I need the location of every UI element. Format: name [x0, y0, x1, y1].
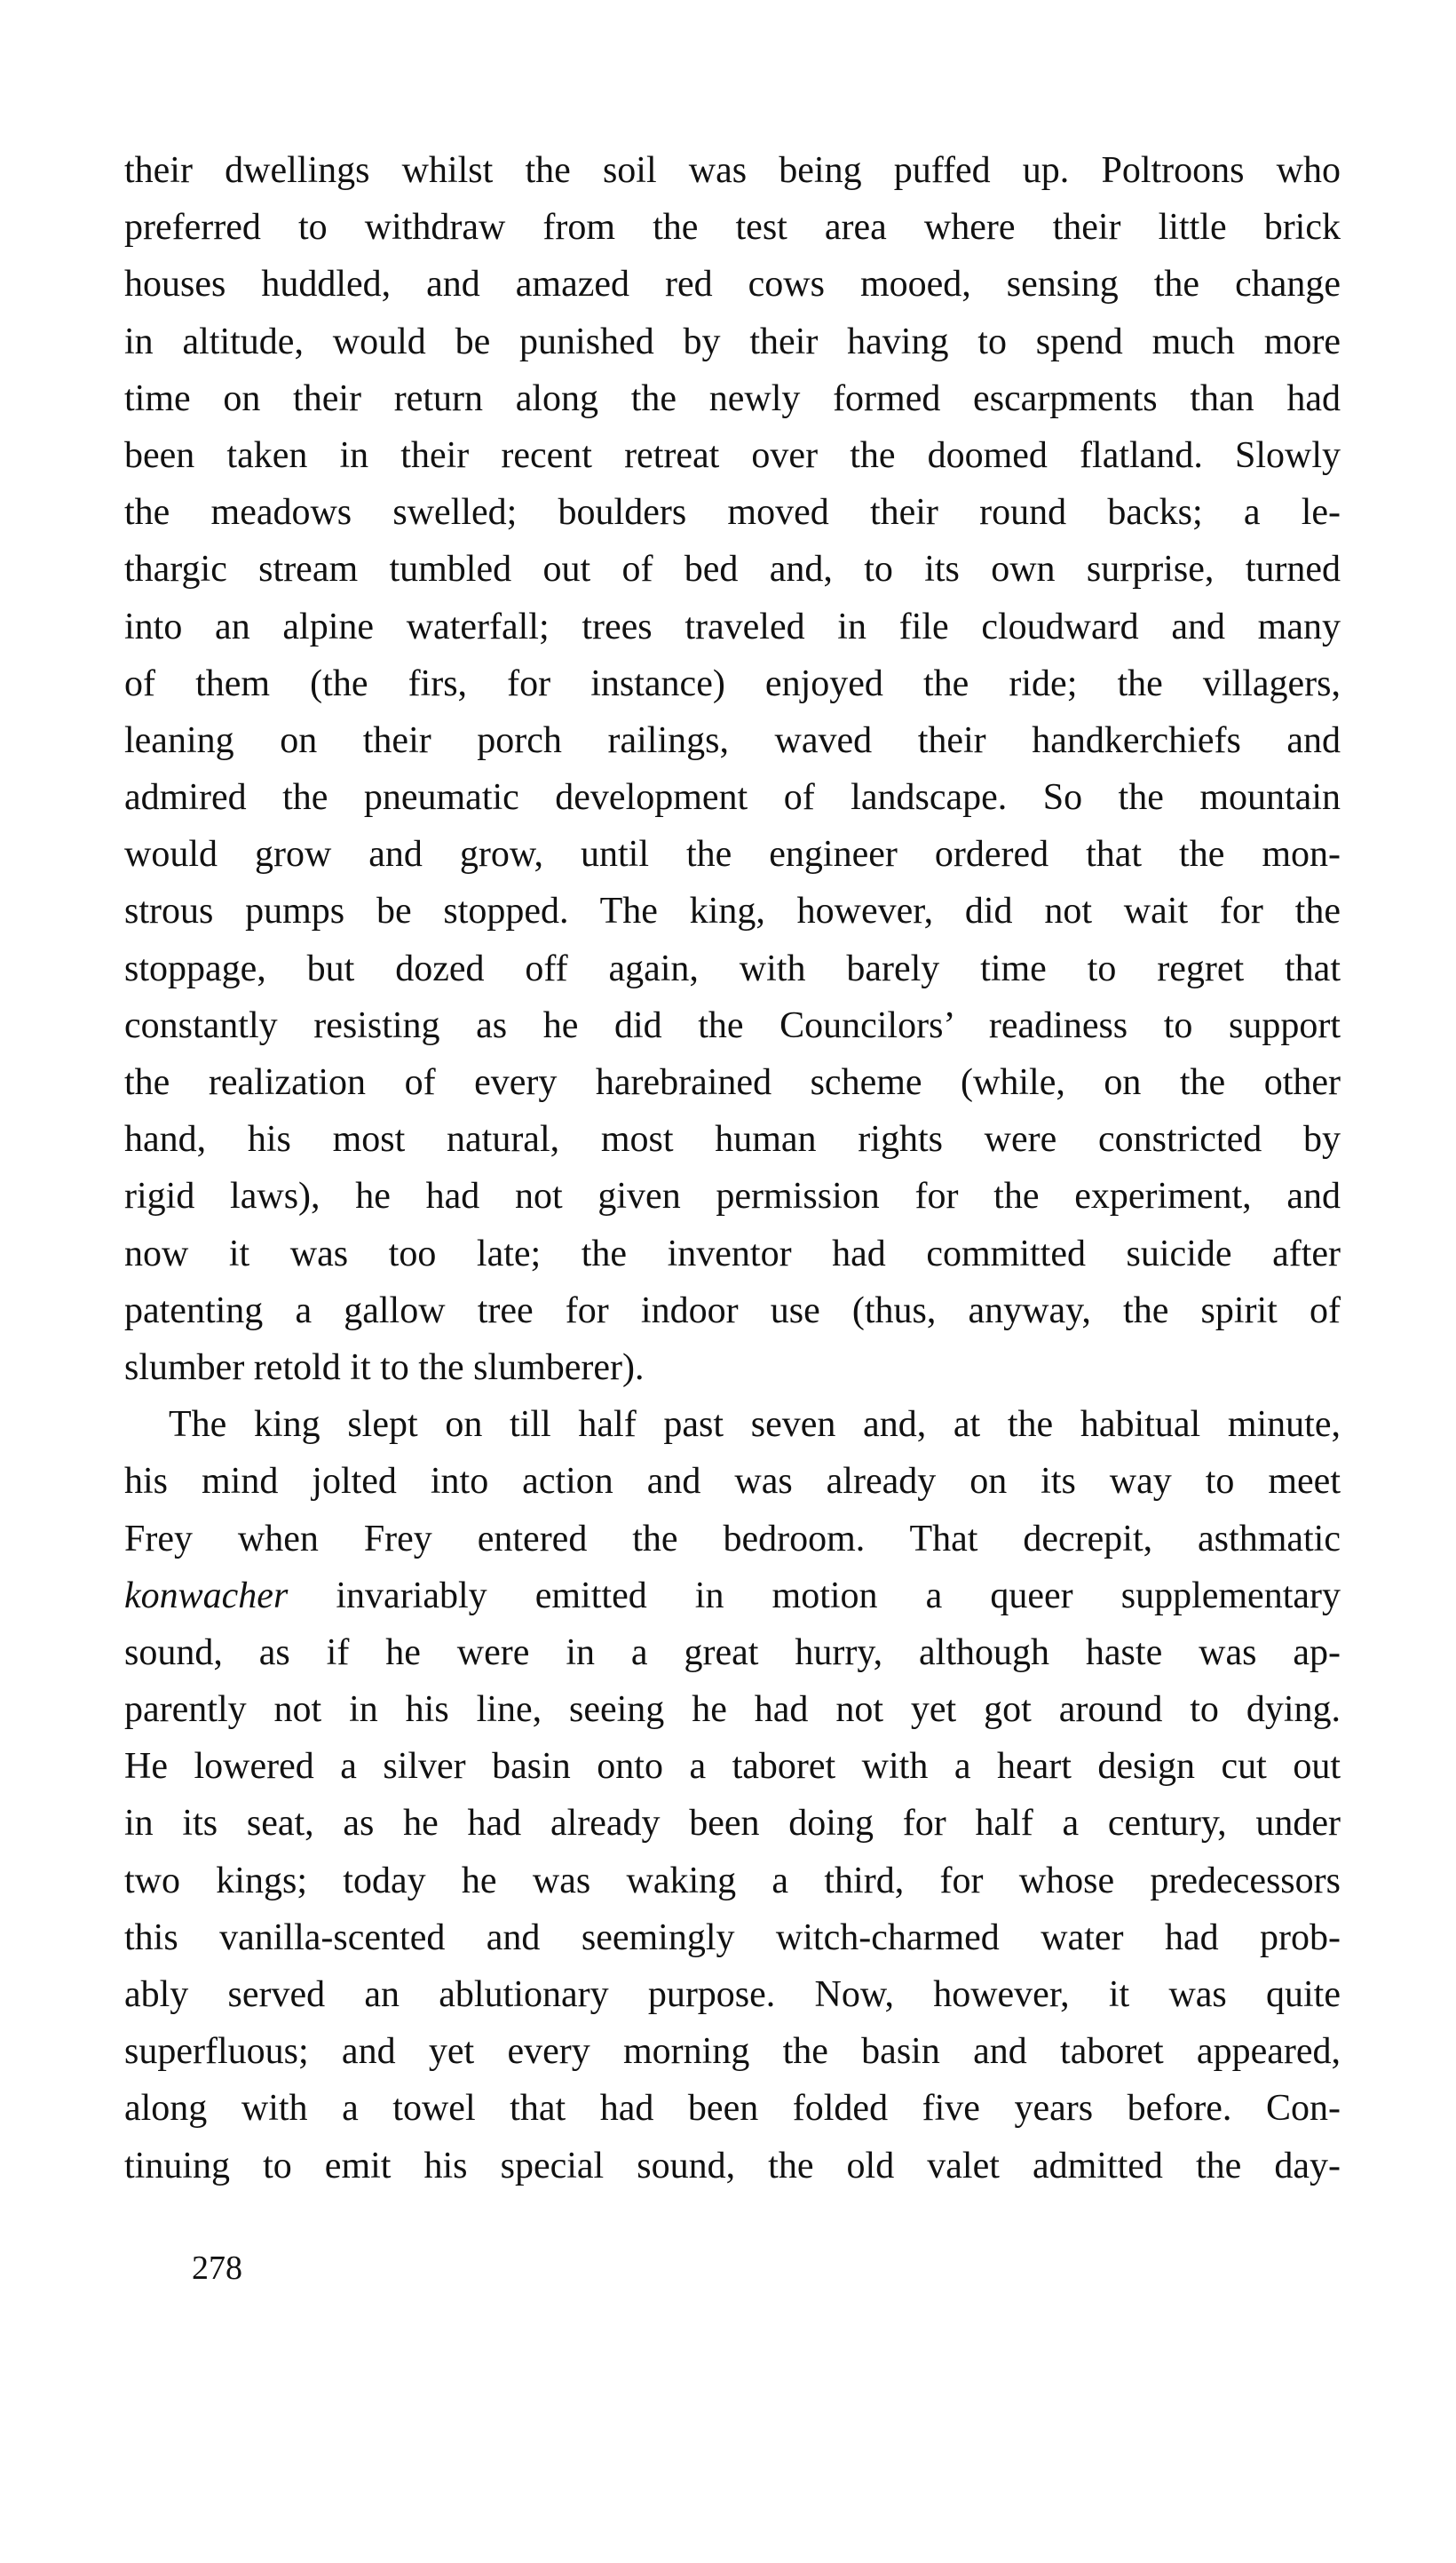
- text-line: hand, his most natural, most human rights were constricted by: [124, 1119, 1341, 1161]
- text-line: of them (the firs, for instance) enjoyed the ride; the villagers,: [124, 663, 1341, 704]
- text-line: two kings; today he was waking a third, for whose predecessors: [124, 1860, 1341, 1901]
- text-line: sound, as if he were in a great hurry, although haste was ap-: [124, 1631, 1341, 1673]
- text-line-with-italic: [124, 1567, 1341, 1624]
- text-line: time on their return along the newly formed escarpments than had: [124, 377, 1341, 419]
- text-line: constantly resisting as he did the Councilors’ readiness to support: [124, 1004, 1341, 1046]
- text-line: thargic stream tumbled out of bed and, to its own surprise, turned: [124, 549, 1341, 591]
- text-line: been taken in their recent retreat over the doomed flatland. Slowly: [124, 434, 1341, 476]
- text-line: tinuing to emit his special sound, the old valet admitted the day-: [124, 2145, 1341, 2186]
- text-line: He lowered a silver basin onto a taboret with a heart design cut out: [124, 1746, 1341, 1788]
- text-line: his mind jolted into action and was already on its way to meet: [124, 1461, 1341, 1503]
- text-line: the realization of every harebrained scheme (while, on the other: [124, 1062, 1341, 1103]
- text-line: along with a towel that had been folded five years before. Con-: [124, 2088, 1341, 2130]
- text-line: their dwellings whilst the soil was being puffed up. Poltroons who: [124, 150, 1341, 191]
- text-line: leaning on their porch railings, waved their handkerchiefs and: [124, 719, 1341, 761]
- text-line: superfluous; and yet every morning the basin and taboret appeared,: [124, 2031, 1341, 2073]
- body-text: [124, 142, 1341, 2194]
- text-line: would grow and grow, until the engineer ordered that the mon-: [124, 834, 1341, 876]
- paragraph-start-line: The king slept on till half past seven and, at the habitual minute,: [169, 1404, 1341, 1446]
- text-line: stoppage, but dozed off again, with barely time to regret that: [124, 948, 1341, 989]
- text-line: the meadows swelled; boulders moved their round backs; a le-: [124, 492, 1341, 534]
- text-line: Frey when Frey entered the bedroom. That decrepit, asthmatic: [124, 1518, 1341, 1559]
- text-line: patenting a gallow tree for indoor use (thus, anyway, the spirit of: [124, 1289, 1341, 1331]
- page-number: 278: [192, 2250, 242, 2287]
- text-line: strous pumps be stopped. The king, however, did not wait for the: [124, 891, 1341, 932]
- italic-word: konwacher: [124, 1575, 289, 1616]
- text-line: in altitude, would be punished by their having to spend much more: [124, 321, 1341, 362]
- text-line: preferred to withdraw from the test area where their little brick: [124, 207, 1341, 249]
- text-line: parently not in his line, seeing he had not yet got around to dying.: [124, 1689, 1341, 1731]
- text-line: this vanilla-scented and seemingly witch-charmed water had prob-: [124, 1916, 1341, 1958]
- paragraph-end-line: slumber retold it to the slumberer).: [124, 1346, 645, 1388]
- text-line: into an alpine waterfall; trees traveled in file cloudward and many: [124, 606, 1341, 647]
- line-remainder: invariably emitted in motion a queer supplementary: [288, 1575, 1341, 1616]
- text-line: rigid laws), he had not given permission for the experiment, and: [124, 1176, 1341, 1218]
- text-line: houses huddled, and amazed red cows mooed, sensing the change: [124, 264, 1341, 305]
- text-line: in its seat, as he had already been doing for half a century, under: [124, 1803, 1341, 1845]
- text-line: now it was too late; the inventor had committed suicide after: [124, 1233, 1341, 1274]
- text-line: admired the pneumatic development of landscape. So the mountain: [124, 777, 1341, 819]
- text-line: ably served an ablutionary purpose. Now, however, it was quite: [124, 1974, 1341, 2015]
